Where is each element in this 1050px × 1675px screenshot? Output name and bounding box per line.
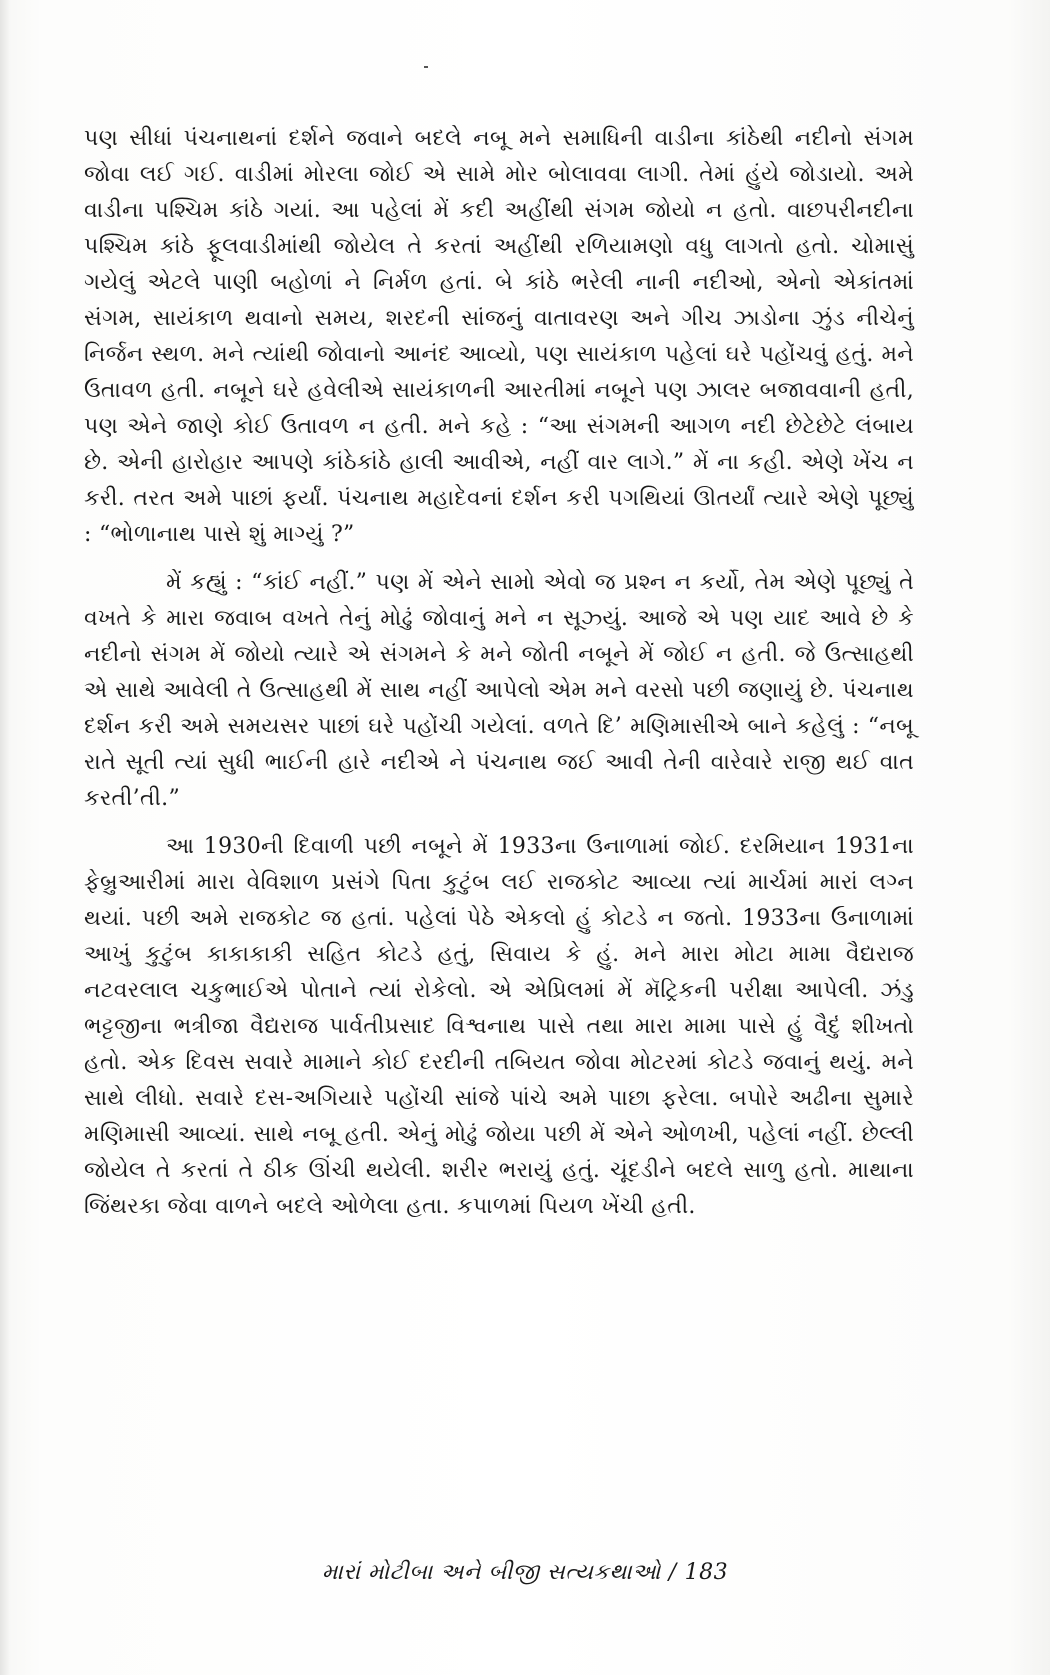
book-title: મારાં મોટીબા અને બીજી સત્યકથાઓ	[321, 1560, 661, 1585]
paragraph-3: આ 1930ની દિવાળી પછી નબૂને મેં 1933ના ઉનાળામાં જોઈ. દરમિયાન 1931ના ફેબ્રુઆરીમાં મારા વેવિશાળ પ્રસંગે પિતા કુટુંબ લઈ રાજકોટ આવ્યા ત્યાં માર્ચમાં મારાં લગ્ન થયાં. પછી અમે રાજકોટ જ હતાં. પહેલાં પેઠે એકલો હું કોટડે ન જતો. 1933ના ઉનાળામાં આખું કુટુંબ કાકાકાકી સહિત કોટડે હતું, સિવાય કે હું. મને મારા મોટા મામા વૈદ્યરાજ નટવરલાલ ચકુભાઈએ પોતાને ત્યાં રોકેલો. એ એપ્રિલમાં મેં મૅટ્રિકની પરીક્ષા આપેલી. ઝંડુ ભટ્ટજીના ભત્રીજા વૈદ્યરાજ પાર્વતીપ્રસાદ વિશ્વનાથ પાસે તથા મારા મામા પાસે હું વૈદું શીખતો હતો. એક દિવસ સવારે મામાને કોઈ દરદીની તબિયત જોવા મોટરમાં કોટડે જવાનું થયું. મને સાથે લીધો. સવારે દસ-અગિયારે પહોંચી સાંજે પાંચે અમે પાછા ફરેલા. બપોરે અઢીના સુમારે મણિમાસી આવ્યાં. સાથે નબૂ હતી. એનું મોઢું જોયા પછી મેં એને ઓળખી, પહેલાં નહીં. છેલ્લી જોયેલ તે કરતાં તે ઠીક ઊંચી થયેલી. શરીર ભરાયું હતું. ચૂંદડીને બદલે સાળુ હતો. માથાના જિંથરકા જેવા વાળને બદલે ઓળેલા હતા. કપાળમાં પિયળ ખેંચી હતી.	[84, 834, 914, 1219]
paragraph-2: મેં કહ્યું : “કાંઈ નહીં.” પણ મેં એને સામો એવો જ પ્રશ્ન ન કર્યો, તેમ એણે પૂછ્યું તે વખતે કે મારા જવાબ વખતે તેનું મોઢું જોવાનું મને ન સૂઝ્યું. આજે એ પણ યાદ આવે છે કે નદીનો સંગમ મેં જોયો ત્યારે એ સંગમને કે મને જોતી નબૂને મેં જોઈ ન હતી. જે ઉત્સાહથી એ સાથે આવેલી તે ઉત્સાહથી મેં સાથ નહીં આપેલો એમ મને વરસો પછી જણાયું છે. પંચનાથ દર્શન કરી અમે સમયસર પાછાં ઘરે પહોંચી ગયેલાં. વળતે દિ’ મણિમાસીએ બાને કહેલું : “નબૂ રાતે સૂતી ત્યાં સુધી ભાઈની હારે નદીએ ને પંચનાથ જઈ આવી તેની વારેવારે રાજી થઈ વાત કરતી’તી.”	[84, 570, 914, 811]
body-text	[84, 121, 914, 1225]
page-number: 183	[684, 1560, 729, 1585]
paragraph-1: પણ સીધાં પંચનાથનાં દર્શને જવાને બદલે નબૂ મને સમાધિની વાડીના કાંઠેથી નદીનો સંગમ જોવા લઈ ગઈ. વાડીમાં મોરલા જોઈ એ સામે મોર બોલાવવા લાગી. તેમાં હુંયે જોડાયો. અમે વાડીના પશ્ચિમ કાંઠે ગયાં. આ પહેલાં મેં કદી અહીંથી સંગમ જોયો ન હતો. વાછપરીનદીના પશ્ચિમ કાંઠે ફૂલવાડીમાંથી જોયેલ તે કરતાં અહીંથી રળિયામણો વધુ લાગતો હતો. ચોમાસું ગયેલું એટલે પાણી બહોળાં ને નિર્મળ હતાં. બે કાંઠે ભરેલી નાની નદીઓ, એનો એકાંતમાં સંગમ, સાયંકાળ થવાનો સમય, શરદની સાંજનું વાતાવરણ અને ગીચ ઝાડોના ઝુંડ નીચેનું નિર્જન સ્થળ. મને ત્યાંથી જોવાનો આનંદ આવ્યો, પણ સાયંકાળ પહેલાં ઘરે પહોંચવું હતું. મને ઉતાવળ હતી. નબૂને ઘરે હવેલીએ સાયંકાળની આરતીમાં નબૂને પણ ઝાલર બજાવવાની હતી, પણ એને જાણે કોઈ ઉતાવળ ન હતી. મને કહે : “આ સંગમની આગળ નદી છેટેછેટે લંબાય છે. એની હારોહાર આપણે કાંઠેકાંઠે હાલી આવીએ, નહીં વાર લાગે.” મેં ના કહી. એણે ખેંચ ન કરી. તરત અમે પાછાં ફર્યાં. પંચનાથ મહાદેવનાં દર્શન કરી પગથિયાં ઊતર્યાં ત્યારે એણે પૂછ્યું : “ભોળાનાથ પાસે શું માગ્યું ?”	[84, 126, 914, 547]
page-footer	[0, 1560, 1050, 1585]
page-edge-shadow	[0, 0, 10, 1675]
footer-separator: /	[668, 1560, 677, 1585]
print-mark	[424, 66, 428, 68]
